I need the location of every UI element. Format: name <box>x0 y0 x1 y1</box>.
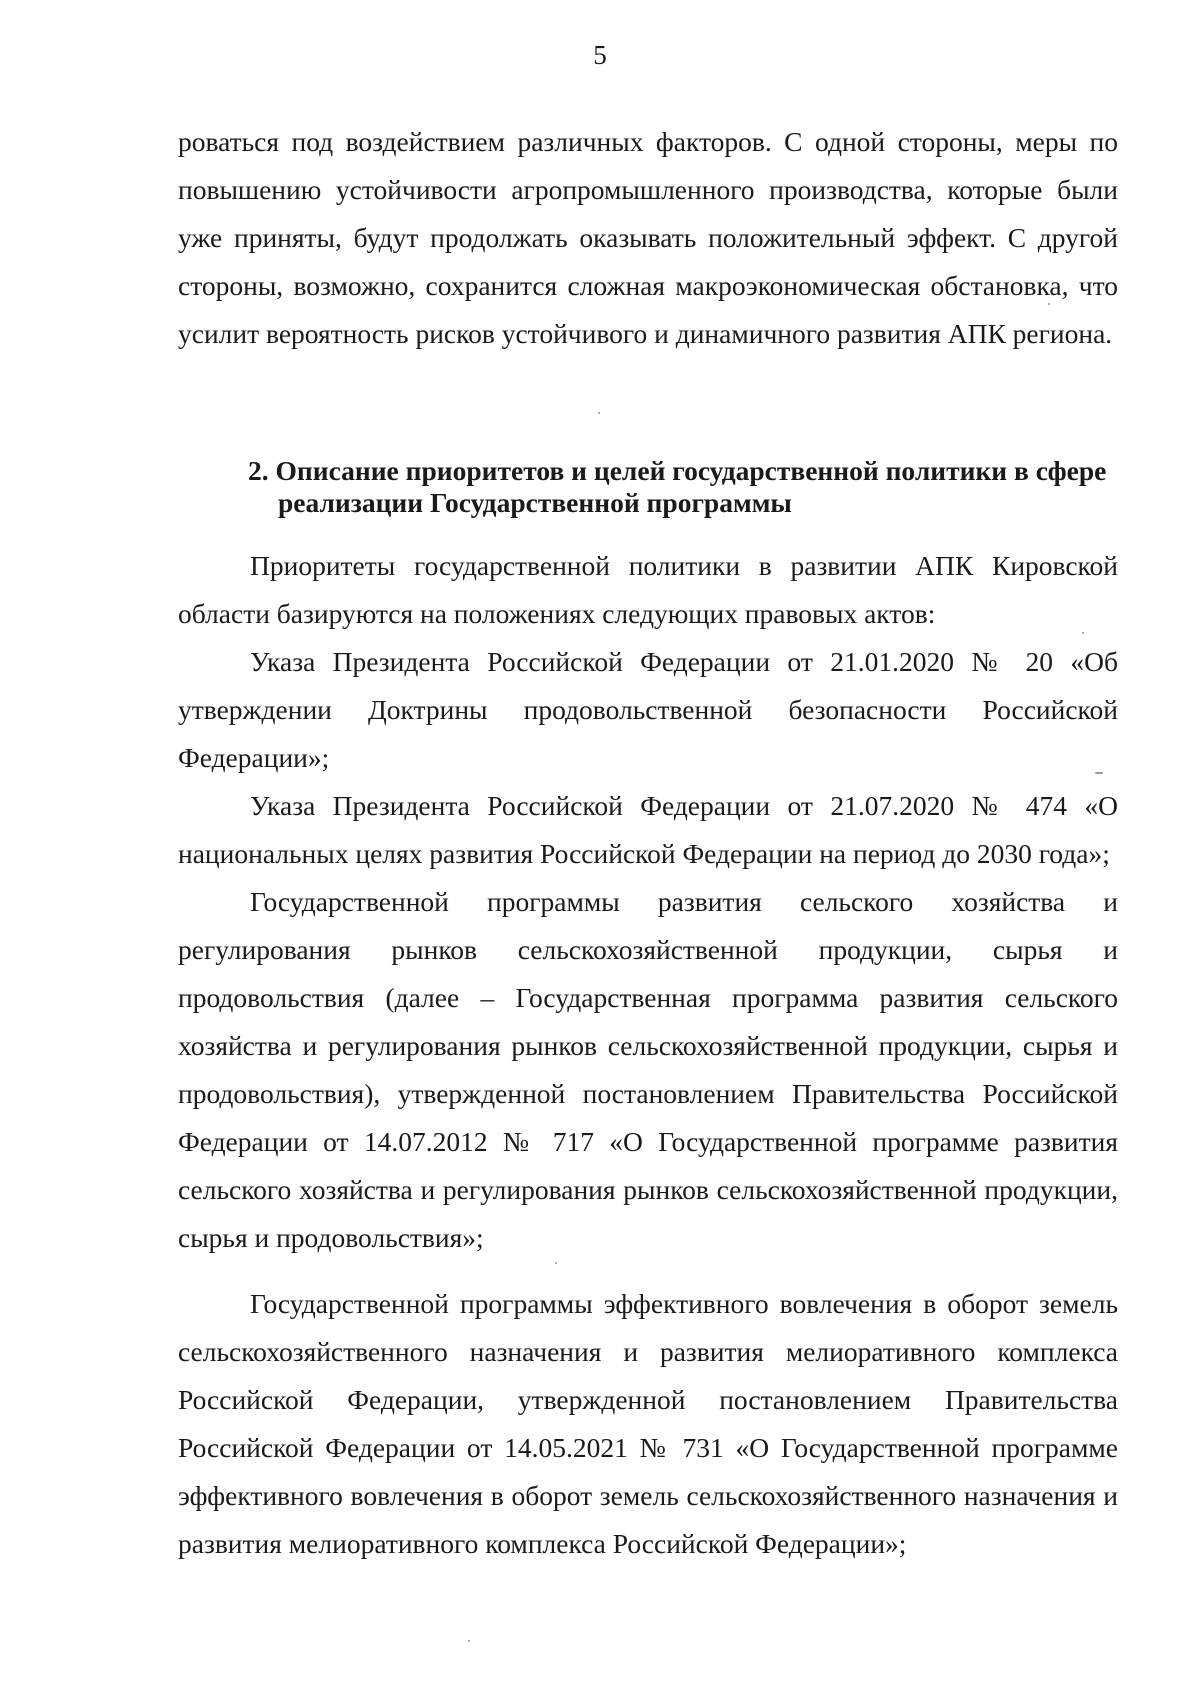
scan-speck <box>555 1262 557 1264</box>
section-heading-line-2: реализации Государственной программы <box>278 487 792 518</box>
paragraph-priorities: Приоритеты государственной политики в развитии АПК Кировской области базируются на положениях следующих правовых актов: <box>178 550 1118 629</box>
paragraph-program-717: Государственной программы развития сельского хозяйства и регулирования рынков сельскохозяйственной продукции, сырья и продовольствия (далее – Государственная программа развития сельского хозяйства и регулирования рынков сельскохозяйственной продукции, сырья и продовольствия), утвержденной постановлением Правительства Российской Федерации от 14.07.2012 № 717 «О Государственной программе развития сельского хозяйства и регулирования рынков сельскохозяйственной продукции, сырья и продовольствия»; <box>178 886 1118 1253</box>
intro-paragraph: роваться под воздействием различных факторов. С одной стороны, меры по повышению устойчивости агропромышленного производства, которые были уже приняты, будут продолжать оказывать положительный эффект. С другой стороны, возможно, сохранится сложная макроэкономическая обстановка, что усилит вероятность рисков устойчивого и динамичного развития АПК региона. <box>178 126 1118 349</box>
section-body-continued <box>178 1280 1118 1568</box>
scan-speck <box>1095 772 1103 774</box>
page-number: 5 <box>593 40 607 70</box>
intro-text <box>178 118 1118 358</box>
section-heading <box>248 455 1118 519</box>
paragraph-decree-474: Указа Президента Российской Федерации от 21.07.2020 № 474 «О национальных целях развития Российской Федерации на период до 2030 года»; <box>178 790 1118 869</box>
section-heading-line-1: 2. Описание приоритетов и целей государственной политики в сфере <box>248 455 1107 486</box>
scan-speck <box>598 412 600 414</box>
scan-speck <box>1082 632 1084 634</box>
paragraph-program-731: Государственной программы эффективного вовлечения в оборот земель сельскохозяйственного назначения и развития мелиоративного комплекса Российской Федерации, утвержденной постановлением Правительства Российской Федерации от 14.05.2021 № 731 «О Государственной программе эффективного вовлечения в оборот земель сельскохозяйственного назначения и развития мелиоративного комплекса Российской Федерации»; <box>178 1288 1118 1559</box>
scan-speck <box>468 1640 470 1642</box>
paragraph-decree-20: Указа Президента Российской Федерации от 21.01.2020 № 20 «Об утверждении Доктрины продовольственной безопасности Российской Федерации»; <box>178 646 1118 773</box>
scan-speck <box>1048 303 1050 305</box>
section-body <box>178 542 1118 1262</box>
